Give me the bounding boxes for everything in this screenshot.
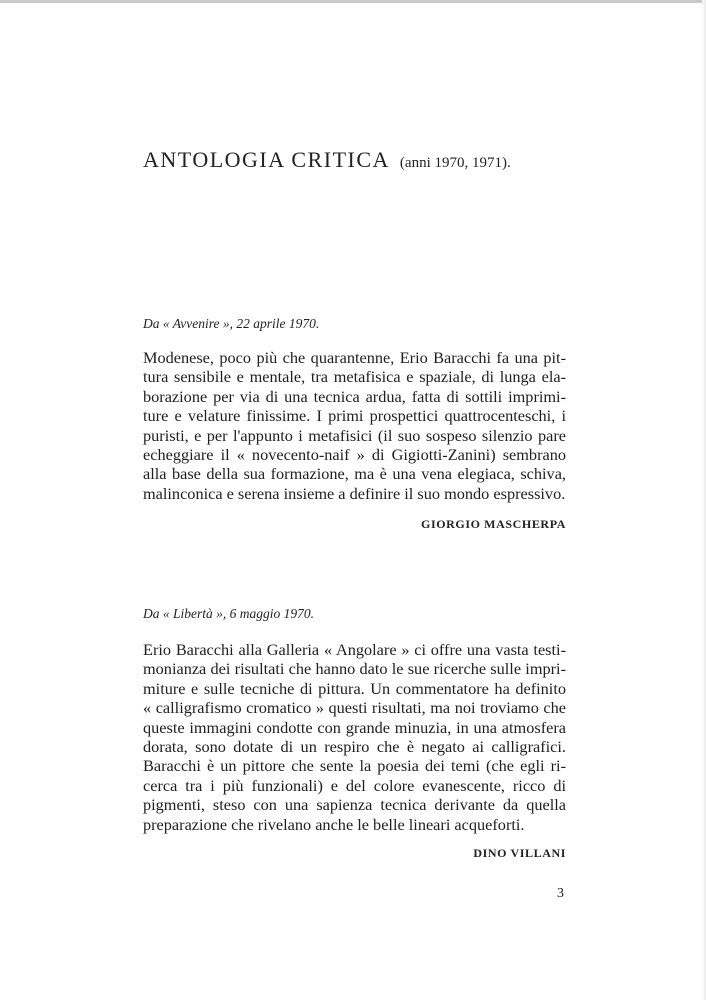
review-2-line: preparazione che rivelano anche le belle lineari acqueforti. [143, 814, 525, 834]
review-2-line: dorata, sono dotate di un respiro che è negato ai calligrafici. [143, 737, 566, 757]
review-1-line: ture e velature finissime. I primi prospettici quattrocenteschi, i [143, 406, 566, 426]
page-title-years: (anni 1970, 1971). [399, 155, 511, 171]
review-2-line: queste immagini condotte con grande minuzia, in una atmosfera [143, 717, 566, 737]
review-1-author: GIORGIO MASCHERPA [421, 517, 566, 531]
review-1-line: echeggiare il « novecento-naif » di Gigiotti-Zanini) sembrano [143, 445, 566, 465]
review-2-line: cerca tra i più funzionali) e del colore evanescente, ricco di [143, 775, 566, 795]
review-1-text [143, 348, 566, 503]
review-1-line: puristi, e per l'appunto i metafisici (il suo sospeso silenzio pare [143, 425, 566, 445]
page-right-edge [702, 0, 706, 1000]
review-1-line: tura sensibile e mentale, tra metafisica e spaziale, di lunga ela- [143, 367, 566, 387]
page-title-main: ANTOLOGIA CRITICA [143, 147, 390, 172]
review-1-line: borazione per via di una tecnica ardua, fatta di sottili imprimi- [143, 386, 566, 406]
page-title [143, 147, 511, 173]
review-1-line: Modenese, poco più che quarantenne, Erio Baracchi fa una pit- [143, 348, 566, 367]
review-2-line: « calligrafismo cromatico » questi risultati, ma noi troviamo che [143, 698, 566, 718]
review-2-text [143, 640, 566, 834]
page-number: 3 [557, 886, 564, 901]
review-2-source: Da « Libertà », 6 maggio 1970. [143, 606, 315, 621]
review-1-source: Da « Avvenire », 22 aprile 1970. [143, 316, 320, 331]
page-top-edge [0, 0, 706, 3]
review-2-line: monianza dei risultati che hanno dato le sue ricerche sulle impri- [143, 659, 566, 679]
review-1-line: malinconica e serena insieme a definire il suo mondo espressivo. [143, 483, 566, 503]
review-2-line: pigmenti, steso con una sapienza tecnica derivante da quella [143, 795, 566, 815]
review-2-author: DINO VILLANI [473, 846, 566, 860]
review-1-line: alla base della sua formazione, ma è una vena elegiaca, schiva, [143, 464, 566, 484]
review-2-line: miture e sulle tecniche di pittura. Un commentatore ha definito [143, 678, 566, 698]
review-2-line: Baracchi è un pittore che sente la poesia dei temi (che egli ri- [143, 756, 566, 776]
review-2-line: Erio Baracchi alla Galleria « Angolare » ci offre una vasta testi- [143, 640, 566, 659]
